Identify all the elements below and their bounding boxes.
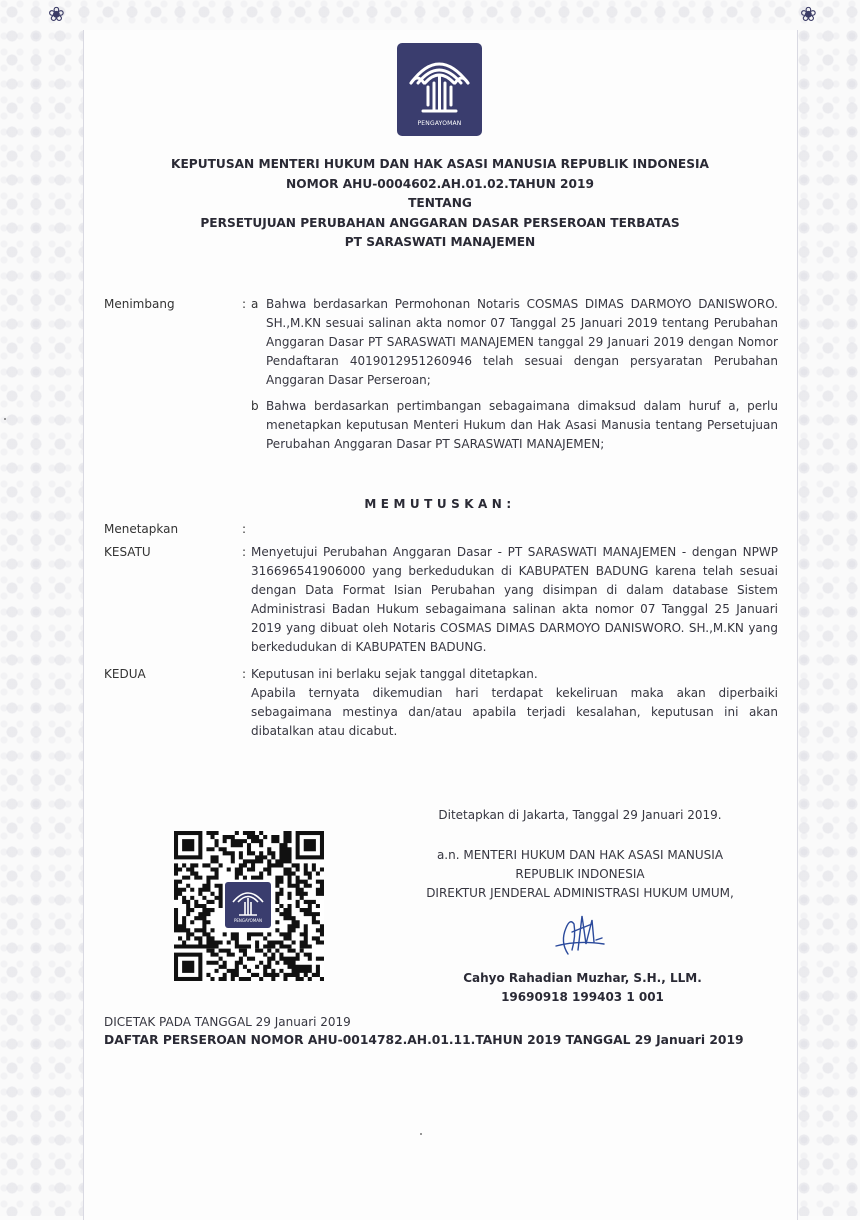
title-line: TENTANG	[408, 196, 472, 210]
title-line: PERSETUJUAN PERUBAHAN ANGGARAN DASAR PERSEROAN TERBATAS	[200, 215, 680, 230]
kesatu-colon: :	[242, 545, 247, 559]
kedua-colon: :	[242, 667, 247, 681]
menimbang-item-b: Bahwa berdasarkan pertimbangan sebagaimana dimaksud dalam huruf a, perlu menetapkan keputusan Menteri Hukum dan Hak Asasi Manusia tentang Persetujuan Perubahan Anggaran Dasar PT SARASWATI MANAJEMEN;	[266, 399, 778, 451]
scan-speck	[4, 418, 6, 420]
qr-finder-center	[182, 961, 194, 973]
registry-number: DAFTAR PERSEROAN NOMOR AHU-0014782.AH.01.11.TAHUN 2019 TANGGAL 29 Januari 2019	[104, 1033, 744, 1047]
place-date: Ditetapkan di Jakarta, Tanggal 29 Januari 2019.	[438, 808, 722, 822]
signer-position: DIREKTUR JENDERAL ADMINISTRASI HUKUM UMUM,	[426, 886, 734, 900]
qr-finder-center	[304, 839, 316, 851]
item-marker: b	[251, 399, 259, 413]
on-behalf-of	[400, 846, 760, 903]
qr-finder-center	[182, 839, 194, 851]
kesatu-label: KESATU	[104, 545, 151, 559]
corner-ornament-icon: ❀	[48, 2, 65, 26]
item-marker: a	[251, 297, 259, 311]
signer-nip: 19690918 199403 1 001	[501, 990, 664, 1004]
scan-speck	[420, 1133, 422, 1135]
kesatu-text: Menyetujui Perubahan Anggaran Dasar - PT SARASWATI MANAJEMEN - dengan NPWP 316696541906000 yang berkedudukan di KABUPATEN BADUNG karena telah sesuai dengan Data Format Isian Perubahan yang disimpan di dalam database Sistem Administrasi Badan Hukum sebagaimana salinan akta nomor 07 Tanggal 25 Januari 2019 yang dibuat oleh Notaris COSMAS DIMAS DARMOYO DANISWORO. SH.,M.KN yang berkedudukan di KABUPATEN BADUNG.	[251, 545, 778, 654]
printed-date: DICETAK PADA TANGGAL 29 Januari 2019	[104, 1015, 351, 1029]
signer-block	[400, 969, 765, 1007]
title-line: KEPUTUSAN MENTERI HUKUM DAN HAK ASASI MANUSIA REPUBLIK INDONESIA	[171, 157, 709, 171]
corner-ornament-icon: ❀	[800, 2, 817, 26]
menimbang-item-a: Bahwa berdasarkan Permohonan Notaris COSMAS DIMAS DARMOYO DANISWORO. SH.,M.KN sesuai salinan akta nomor 07 Tanggal 25 Januari 2019 tentang Perubahan Anggaran Dasar PT SARASWATI MANAJEMEN tanggal 29 Januari 2019 dengan Nomor Pendaftaran 4019012951260946 telah sesuai dengan persyaratan Perubahan Anggaran Dasar Perseroan;	[266, 297, 778, 387]
kedua-line-1: Keputusan ini berlaku sejak tanggal ditetapkan.	[251, 667, 538, 681]
kedua-line-2: Apabila ternyata dikemudian hari terdapat kekeliruan maka akan diperbaiki sebagaimana mestinya dan/atau apabila terjadi kesalahan, keputusan ini akan dibatalkan atau dicabut.	[251, 686, 778, 738]
menimbang-colon: :	[242, 297, 247, 311]
on-behalf-line: a.n. MENTERI HUKUM DAN HAK ASASI MANUSIA	[436, 848, 724, 862]
handwritten-signature	[548, 906, 618, 966]
title-line: NOMOR AHU-0004602.AH.01.02.TAHUN 2019	[286, 176, 594, 191]
title-line: PT SARASWATI MANAJEMEN	[344, 235, 536, 249]
qr-code	[174, 831, 324, 981]
decree-title	[100, 155, 780, 253]
logo-caption: PENGAYOMAN	[417, 120, 462, 127]
on-behalf-line: REPUBLIK INDONESIA	[515, 867, 645, 881]
kedua-label: KEDUA	[104, 667, 146, 681]
pengayoman-logo	[397, 43, 482, 136]
signer-name: Cahyo Rahadian Muzhar, S.H., LLM.	[463, 971, 702, 985]
qr-logo-caption: PENGAYOMAN	[233, 918, 262, 923]
menetapkan-label: Menetapkan	[104, 522, 179, 536]
memutuskan-heading: MEMUTUSKAN:	[364, 497, 516, 511]
qr-logo	[225, 882, 271, 928]
menetapkan-colon: :	[242, 522, 247, 536]
menimbang-label: Menimbang	[104, 297, 175, 311]
